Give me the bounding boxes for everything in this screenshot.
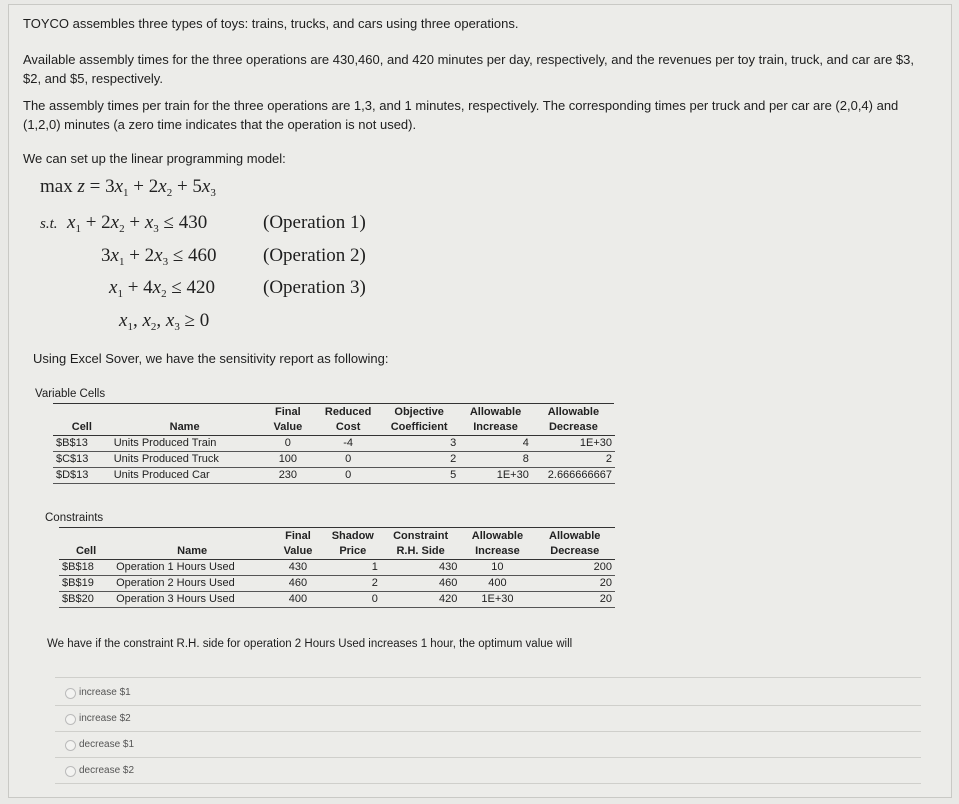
header-allowable-decrease: Allowable xyxy=(549,530,601,542)
question-page xyxy=(8,4,952,798)
intro-paragraph-3: The assembly times per train for the three operations are 1,3, and 1 minutes, respectively. The corresponding times per truck and per car are (2,0,4) and (1,2,0) minutes (a zero time indicates that the operation is not used). xyxy=(23,98,899,132)
table-row xyxy=(53,436,615,452)
header-price: Price xyxy=(325,544,381,560)
allowable-increase: 400 xyxy=(460,576,534,592)
header-objective: Objective xyxy=(394,406,444,418)
shadow-price: 1 xyxy=(325,560,381,576)
cell-name: Operation 3 Hours Used xyxy=(113,592,271,608)
final-value: 0 xyxy=(259,436,318,452)
cell-name: Operation 1 Hours Used xyxy=(113,560,271,576)
option-decrease-2[interactable] xyxy=(55,759,921,784)
option-increase-1[interactable] xyxy=(55,681,921,706)
intro-paragraph-2: Available assembly times for the three operations are 430,460, and 420 minutes per day, respectively, and the revenues per toy train, truck, and car are $3, $2, and $5, respectively. xyxy=(23,52,915,86)
nonnegativity-constraint: $x_1$, $x_2$, $x_3 \ge 0$ xyxy=(119,310,210,333)
option-label: increase $2 xyxy=(79,713,131,724)
objective-coefficient: 3 xyxy=(379,436,459,452)
cell-ref: $C$13 xyxy=(53,452,111,468)
option-increase-2[interactable] xyxy=(55,707,921,732)
header-name: Name xyxy=(113,544,271,560)
header-allowable-decrease: Allowable xyxy=(547,406,600,418)
allowable-decrease: 20 xyxy=(534,576,615,592)
allowable-decrease: 1E+30 xyxy=(532,436,615,452)
header-value: Value xyxy=(271,544,325,560)
table-row xyxy=(59,592,615,608)
header-allowable-increase: Allowable xyxy=(471,530,524,542)
option-label: decrease $2 xyxy=(79,765,135,776)
final-value: 430 xyxy=(271,560,325,576)
header-cost: Cost xyxy=(317,420,379,436)
header-increase: Increase xyxy=(460,544,534,560)
final-value: 460 xyxy=(271,576,325,592)
table-row xyxy=(53,468,615,484)
header-rh-side: R.H. Side xyxy=(381,544,461,560)
allowable-decrease: 2.666666667 xyxy=(532,468,615,484)
objective-function: $\max z = 3x_1 + 2x_2 + 5x_3$ xyxy=(40,176,216,199)
radio-button[interactable] xyxy=(65,714,76,725)
shadow-price: 2 xyxy=(325,576,381,592)
header-decrease: Decrease xyxy=(534,544,615,560)
header-shadow: Shadow xyxy=(331,530,374,542)
variable-cells-title: Variable Cells xyxy=(35,388,106,400)
rh-side: 420 xyxy=(381,592,461,608)
reduced-cost: -4 xyxy=(317,436,379,452)
allowable-increase: 8 xyxy=(459,452,532,468)
final-value: 230 xyxy=(259,468,318,484)
header-cell: Cell xyxy=(59,544,113,560)
header-final: Final xyxy=(275,406,301,418)
table-row xyxy=(59,576,615,592)
header-increase: Increase xyxy=(459,420,532,436)
allowable-increase: 10 xyxy=(460,560,534,576)
reduced-cost: 0 xyxy=(317,452,379,468)
reduced-cost: 0 xyxy=(317,468,379,484)
header-value: Value xyxy=(259,420,318,436)
variable-cells-table xyxy=(53,405,615,484)
cell-name: Operation 2 Hours Used xyxy=(113,576,271,592)
allowable-decrease: 20 xyxy=(534,592,615,608)
allowable-decrease: 2 xyxy=(532,452,615,468)
allowable-increase: 1E+30 xyxy=(460,592,534,608)
rh-side: 460 xyxy=(381,576,461,592)
cell-ref: $B$18 xyxy=(59,560,113,576)
cell-ref: $B$19 xyxy=(59,576,113,592)
header-reduced: Reduced xyxy=(324,406,372,418)
cell-name: Units Produced Truck xyxy=(111,452,259,468)
rh-side: 430 xyxy=(381,560,461,576)
cell-name: Units Produced Car xyxy=(111,468,259,484)
shadow-price: 0 xyxy=(325,592,381,608)
constraint-1: s.t. $x_1 + 2x_2 + x_3 \le 430$ xyxy=(40,212,208,235)
option-label: decrease $1 xyxy=(79,739,135,750)
allowable-increase: 4 xyxy=(459,436,532,452)
table-row xyxy=(53,452,615,468)
radio-button[interactable] xyxy=(65,688,76,699)
cell-name: Units Produced Train xyxy=(111,436,259,452)
option-decrease-1[interactable] xyxy=(55,733,921,758)
constraint-3: $x_1 + 4x_2 \le 420$ xyxy=(109,277,216,300)
divider xyxy=(55,677,921,678)
objective-coefficient: 5 xyxy=(379,468,459,484)
allowable-decrease: 200 xyxy=(534,560,615,576)
radio-button[interactable] xyxy=(65,740,76,751)
cell-ref: $B$13 xyxy=(53,436,111,452)
header-coefficient: Coefficient xyxy=(379,420,459,436)
intro-paragraph-4: We can set up the linear programming model: xyxy=(23,151,286,166)
objective-coefficient: 2 xyxy=(379,452,459,468)
final-value: 100 xyxy=(259,452,318,468)
operation-3-label: (Operation 3) xyxy=(263,277,366,298)
header-decrease: Decrease xyxy=(532,420,615,436)
excel-intro: Using Excel Sover, we have the sensitivity report as following: xyxy=(33,351,389,366)
option-label: increase $1 xyxy=(79,687,131,698)
header-constraint: Constraint xyxy=(393,530,449,542)
cell-ref: $B$20 xyxy=(59,592,113,608)
constraints-table xyxy=(59,529,615,608)
constraints-title: Constraints xyxy=(45,512,104,524)
operation-1-label: (Operation 1) xyxy=(263,212,366,233)
operation-2-label: (Operation 2) xyxy=(263,245,366,266)
radio-button[interactable] xyxy=(65,766,76,777)
intro-paragraph-1: TOYCO assembles three types of toys: trains, trucks, and cars using three operations. xyxy=(23,16,519,31)
header-allowable-increase: Allowable xyxy=(469,406,522,418)
divider xyxy=(59,527,615,528)
header-cell: Cell xyxy=(53,420,111,436)
constraint-2: $3x_1 + 2x_3 \le 460$ xyxy=(101,245,217,268)
question-text: We have if the constraint R.H. side for operation 2 Hours Used increases 1 hour, the optimum value will xyxy=(47,638,573,650)
cell-ref: $D$13 xyxy=(53,468,111,484)
header-final: Final xyxy=(285,530,311,542)
table-row xyxy=(59,560,615,576)
divider xyxy=(53,403,614,404)
final-value: 400 xyxy=(271,592,325,608)
allowable-increase: 1E+30 xyxy=(459,468,532,484)
header-name: Name xyxy=(111,420,259,436)
